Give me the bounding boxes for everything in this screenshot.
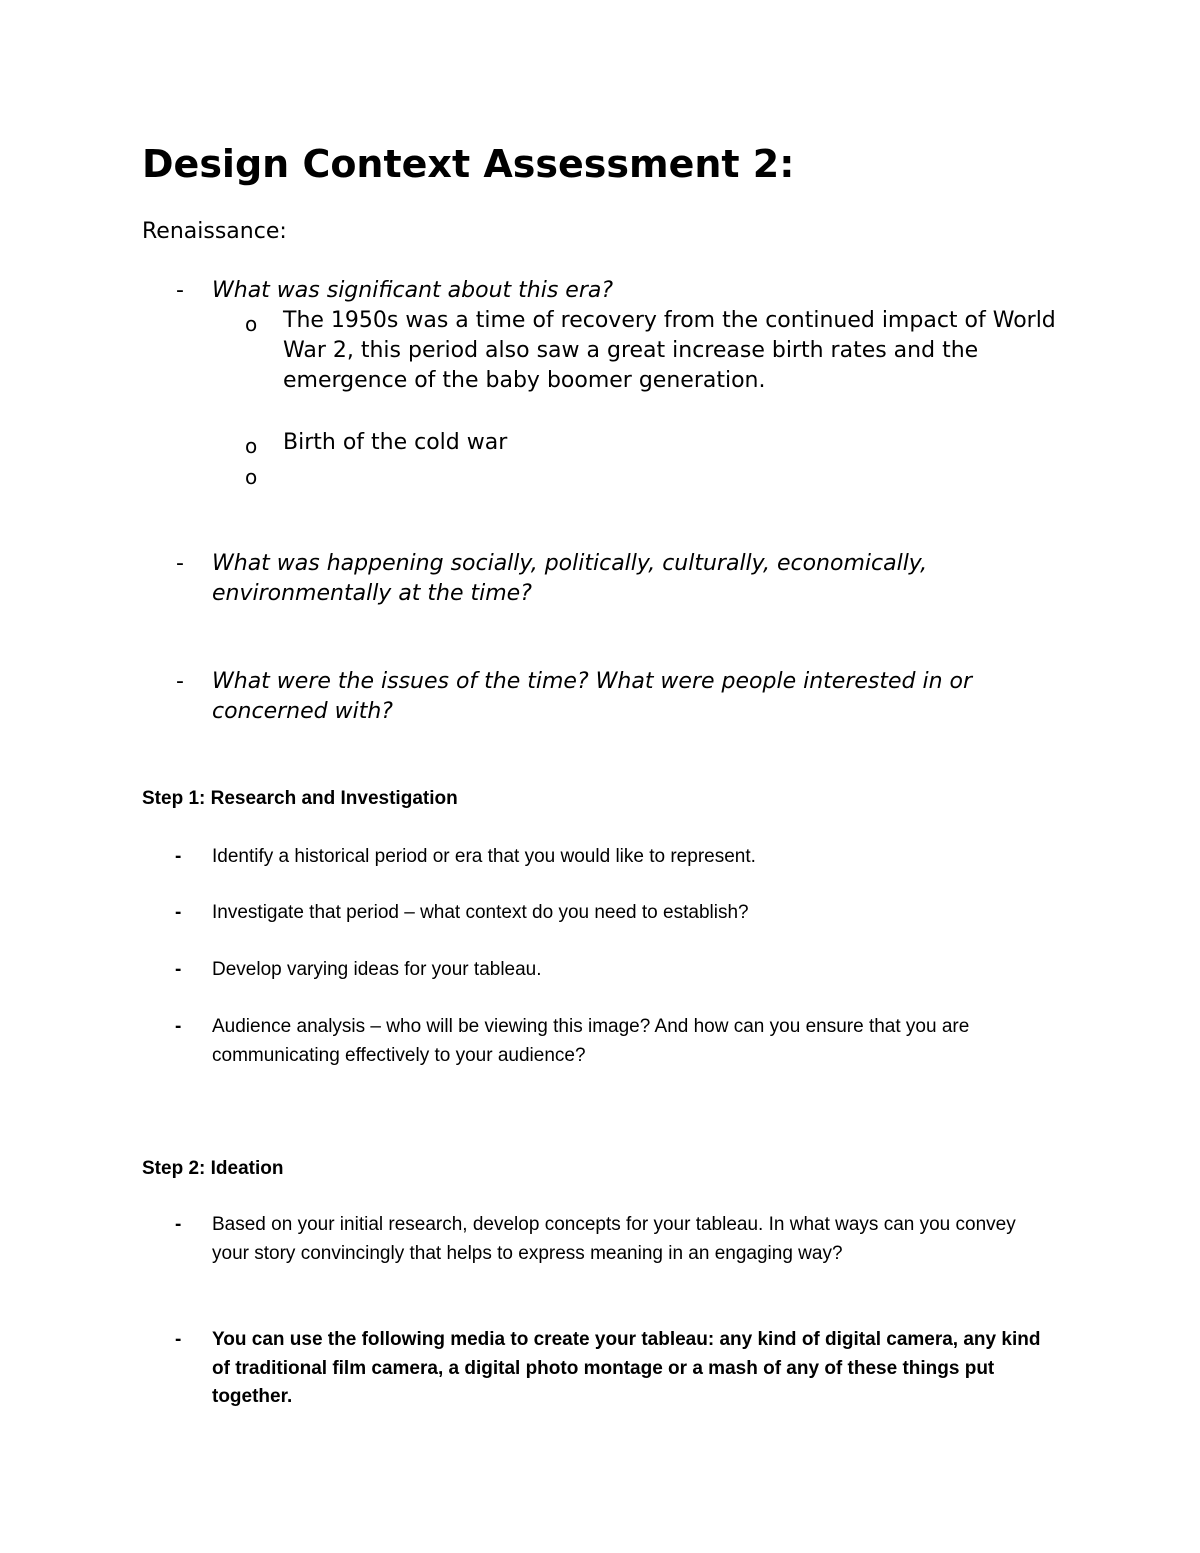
step1-item-text: Audience analysis – who will be viewing this image? And how can you ensure that you are communicating effectively to your audience? — [212, 1016, 970, 1066]
dash-bullet: - — [175, 1214, 182, 1235]
dash-bullet: - — [175, 902, 182, 923]
circle-bullet-icon: o — [245, 465, 258, 489]
step1-item-text: Develop varying ideas for your tableau. — [212, 959, 542, 980]
era-label: Renaissance: — [142, 219, 287, 244]
step2-item-text: Based on your initial research, develop concepts for your tableau. In what ways can you convey your story convincingly that helps to express meaning in an engaging way? — [212, 1214, 1016, 1264]
dash-bullet: - — [176, 278, 184, 303]
document-title: Design Context Assessment 2: — [142, 142, 795, 186]
dash-bullet: - — [175, 1016, 182, 1037]
step1-heading: Step 1: Research and Investigation — [142, 788, 458, 809]
circle-bullet-icon: o — [245, 312, 258, 336]
sub-item-text: The 1950s was a time of recovery from the continued impact of World War 2, this period also saw a great increase birth rates and the emergence of the baby boomer generation. — [283, 308, 1056, 393]
question-text: What was happening socially, politically, culturally, economically, environmentally at the time? — [212, 551, 928, 606]
sub-item-text: Birth of the cold war — [283, 430, 508, 455]
step1-item-text: Identify a historical period or era that you would like to represent. — [212, 846, 756, 867]
dash-bullet: - — [176, 551, 184, 576]
dash-bullet: - — [176, 669, 184, 694]
step1-item-text: Investigate that period – what context do you need to establish? — [212, 902, 749, 923]
question-text: What was significant about this era? — [212, 278, 614, 303]
dash-bullet: - — [175, 959, 182, 980]
circle-bullet-icon: o — [245, 434, 258, 458]
dash-bullet: - — [175, 1329, 182, 1350]
dash-bullet: - — [175, 846, 182, 867]
step2-item-text: You can use the following media to create your tableau: any kind of digital camera, any kind of traditional film camera, a digital photo montage or a mash of any of these things put together. — [212, 1329, 1041, 1407]
question-text: What were the issues of the time? What were people interested in or concerned with? — [212, 669, 973, 724]
step2-heading: Step 2: Ideation — [142, 1158, 284, 1179]
